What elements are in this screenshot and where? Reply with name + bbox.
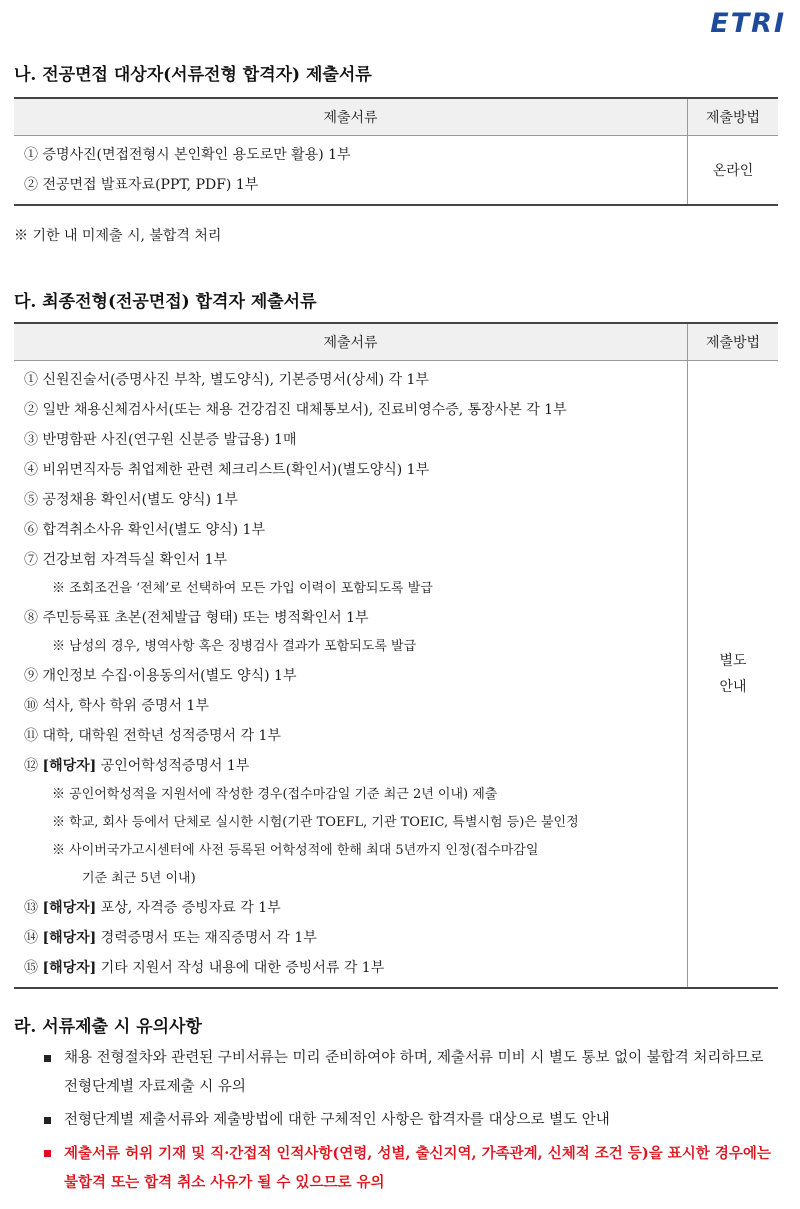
header-docs: 제출서류 (14, 323, 688, 361)
list-item (24, 751, 687, 781)
method-line: 별도 (719, 653, 747, 669)
section-title-ra: 라. 서류제출 시 유의사항 (14, 1017, 202, 1037)
square-bullet-icon (44, 1117, 51, 1124)
item-number: ⑬ (24, 900, 38, 916)
item-number: ⑫ (24, 758, 38, 774)
caution-text: 채용 전형절차와 관련된 구비서류는 미리 준비하여야 하며, 제출서류 미비 시 별도 통보 없이 불합격 처리하므로 전형단계별 자료제출 시 유의 (64, 1050, 764, 1095)
item-text: 기타 지원서 작성 내용에 대한 증빙서류 각 1부 (100, 960, 385, 976)
caution-item-warning (40, 1139, 780, 1197)
item-text: 포상, 자격증 증빙자료 각 1부 (100, 900, 281, 916)
list-item: ⑥ 합격취소사유 확인서(별도 양식) 1부 (24, 522, 265, 538)
item-text: 경력증명서 또는 재직증명서 각 1부 (100, 930, 317, 946)
method-cell (688, 361, 779, 989)
list-note: ※ 공인어학성적을 지원서에 작성한 경우(접수마감일 기준 최근 2년 이내) 제출 (52, 787, 498, 802)
applicable-tag: [해당자] (42, 758, 97, 774)
square-bullet-icon (44, 1150, 51, 1157)
list-item: ⑤ 공정채용 확인서(별도 양식) 1부 (24, 492, 238, 508)
cautions-list (40, 1044, 780, 1201)
list-item: ① 신원진술서(증명사진 부착, 별도양식), 기본증명서(상세) 각 1부 (24, 372, 429, 388)
list-note-continued: 기준 최근 5년 이내) (82, 871, 196, 886)
list-item: ④ 비위면직자등 취업제한 관련 체크리스트(확인서)(별도양식) 1부 (24, 462, 430, 478)
list-note: ※ 학교, 회사 등에서 단체로 실시한 시험(기관 TOEFL, 기관 TOEIC, 특별시험 등)은 불인정 (52, 815, 579, 830)
caution-text: 전형단계별 제출서류와 제출방법에 대한 구체적인 사항은 합격자를 대상으로 별도 안내 (64, 1112, 610, 1128)
list-item (24, 953, 687, 983)
list-note: ※ 사이버국가고시센터에 사전 등록된 어학성적에 한해 최대 5년까지 인정(접수마감일 (52, 843, 539, 858)
square-bullet-icon (44, 1055, 51, 1062)
list-item: ⑧ 주민등록표 초본(전체발급 형태) 또는 병적확인서 1부 (24, 610, 369, 626)
applicable-tag: [해당자] (42, 900, 97, 916)
list-note: ※ 남성의 경우, 병역사항 혹은 징병검사 결과가 포함되도록 발급 (52, 639, 417, 654)
applicable-tag: [해당자] (42, 930, 97, 946)
section-title-na: 나. 전공면접 대상자(서류전형 합격자) 제출서류 (14, 65, 372, 85)
list-item (24, 923, 687, 953)
table-da (14, 322, 778, 989)
item-number: ⑮ (24, 960, 38, 976)
item-number: ⑭ (24, 930, 38, 946)
header-method: 제출방법 (688, 98, 779, 136)
list-item (24, 893, 687, 923)
list-item: ⑩ 석사, 학사 학위 증명서 1부 (24, 698, 209, 714)
section-title-da: 다. 최종전형(전공면접) 합격자 제출서류 (14, 292, 317, 312)
header-method: 제출방법 (688, 323, 779, 361)
method-line: 안내 (719, 679, 747, 695)
applicable-tag: [해당자] (42, 960, 97, 976)
list-item: ⑪ 대학, 대학원 전학년 성적증명서 각 1부 (24, 728, 281, 744)
method-cell: 온라인 (688, 136, 779, 206)
list-item: ② 일반 채용신체검사서(또는 채용 건강검진 대체통보서), 진료비영수증, 통장사본 각 1부 (24, 402, 567, 418)
caution-item (40, 1044, 780, 1102)
list-item: ③ 반명함판 사진(연구원 신분증 발급용) 1매 (24, 432, 297, 448)
item-text: 공인어학성적증명서 1부 (100, 758, 250, 774)
list-item: ⑨ 개인정보 수집·이용동의서(별도 양식) 1부 (24, 668, 297, 684)
etri-logo: ETRI (710, 8, 786, 39)
list-item: ⑦ 건강보험 자격득실 확인서 1부 (24, 552, 227, 568)
list-item: ② 전공면접 발표자료(PPT, PDF) 1부 (24, 177, 259, 193)
list-item: ① 증명사진(면접전형시 본인확인 용도로만 활용) 1부 (24, 147, 351, 163)
remark-note: ※ 기한 내 미제출 시, 불합격 처리 (14, 228, 222, 244)
caution-text: 제출서류 허위 기재 및 직·간접적 인적사항(연령, 성별, 출신지역, 가족관계, 신체적 조건 등)을 표시한 경우에는 불합격 또는 합격 취소 사유가 될 수 있으므로 유의 (64, 1145, 771, 1191)
table-na (14, 97, 778, 206)
caution-item (40, 1106, 780, 1135)
list-note: ※ 조회조건을 ‘전체’로 선택하여 모든 가입 이력이 포함되도록 발급 (52, 581, 433, 596)
header-docs: 제출서류 (14, 98, 688, 136)
